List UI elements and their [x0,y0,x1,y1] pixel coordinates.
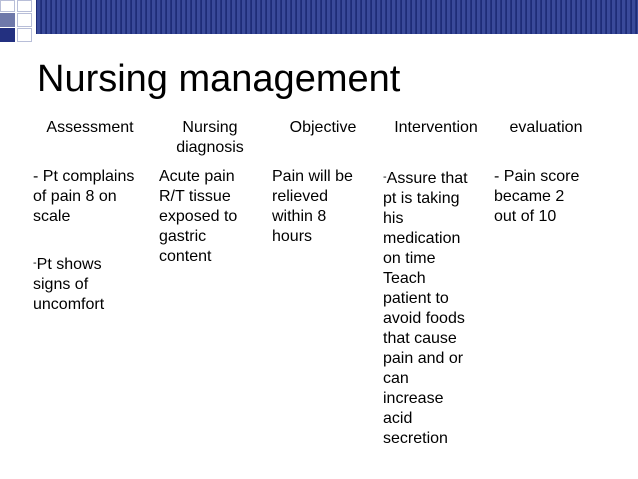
diagnosis-line: R/T tissue [159,188,231,205]
decor-square [0,28,15,42]
decor-square [17,28,32,42]
page-title: Nursing management [37,58,401,100]
diagnosis-line: exposed to [159,208,238,225]
header-evaluation: evaluation [509,119,583,136]
intervention-line: increase [383,390,444,407]
intervention-line-text: Assure that [386,170,468,187]
diagnosis-line: content [159,248,212,265]
diagnosis-line: Acute pain [159,168,235,185]
assessment-cell-2 [33,253,104,315]
assessment-line-text: Pt shows [36,256,102,273]
evaluation-line: became 2 [494,188,565,205]
evaluation-line: - Pain score [494,168,580,185]
objective-line: Pain will be [272,168,353,185]
intervention-line: that cause [383,330,457,347]
intervention-line: Teach [383,270,426,287]
objective-line: hours [272,228,313,245]
intervention-line: medication [383,230,461,247]
intervention-line: his [383,210,404,227]
intervention-line: pain and or [383,350,464,367]
intervention-line: can [383,370,409,387]
header-assessment: Assessment [46,119,134,136]
intervention-line: on time [383,250,436,267]
decor-square [17,0,32,12]
dash-mark: - [383,171,387,183]
assessment-line: scale [33,208,71,225]
objective-cell [272,167,353,247]
assessment-line: uncomfort [33,296,105,313]
assessment-cell [33,167,134,227]
evaluation-cell [494,167,579,227]
evaluation-line: out of 10 [494,208,557,225]
header-banner [36,0,638,34]
decor-square [17,13,32,27]
intervention-line: acid [383,410,413,427]
intervention-line: avoid foods [383,310,465,327]
intervention-cell [383,167,468,449]
header-intervention: Intervention [394,119,478,136]
dash-mark: - [33,257,37,269]
assessment-line [33,253,104,275]
assessment-line: of pain 8 on [33,188,117,205]
header-nursing-diagnosis [150,118,270,158]
diagnosis-line: gastric [159,228,207,245]
decor-square [0,0,15,12]
assessment-line: - Pt complains [33,168,135,185]
objective-line: relieved [272,188,329,205]
decor-square [0,13,15,27]
intervention-line: secretion [383,430,448,447]
header-nursing-diagnosis-text: Nursing diagnosis [176,119,244,156]
objective-line: within 8 [272,208,327,225]
header-objective: Objective [289,119,357,136]
intervention-line [383,167,468,189]
assessment-line: signs of [33,276,89,293]
intervention-line: patient to [383,290,449,307]
intervention-line: pt is taking [383,190,460,207]
diagnosis-cell [159,167,237,267]
